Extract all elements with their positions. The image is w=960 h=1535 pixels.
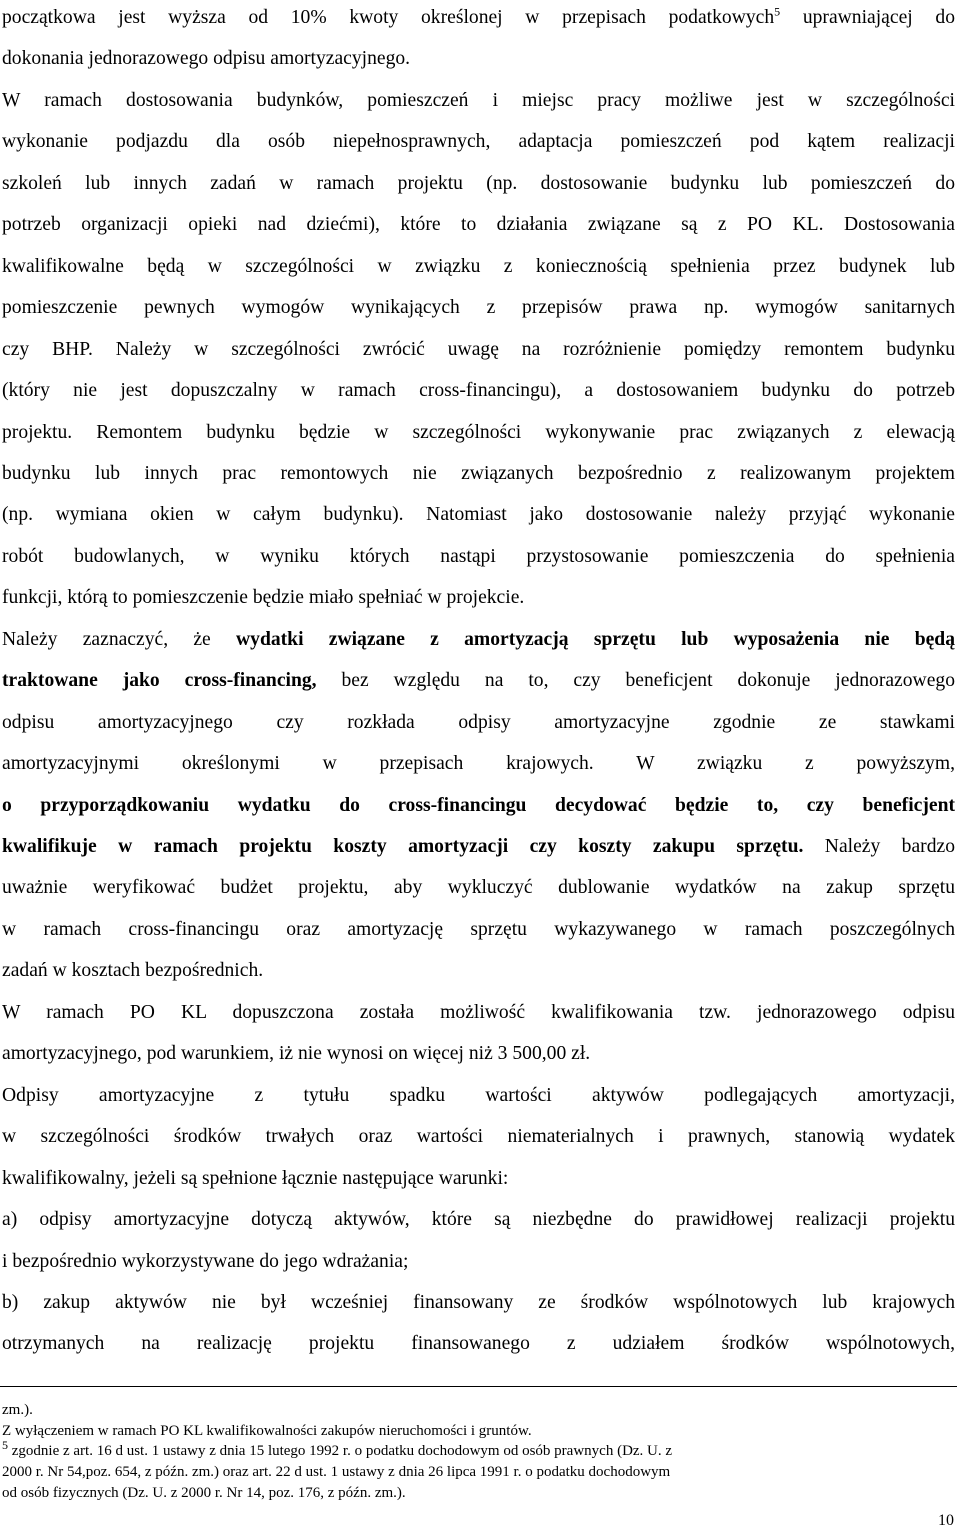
text-span: otrzymanych na realizację projektu finansowanego z udziałem środków wspólnotowych, <box>2 1333 955 1355</box>
text-line <box>2 213 955 237</box>
text-span: Odpisy amortyzacyjne z tytułu spadku wartości aktywów podlegających amortyzacji, <box>2 1084 955 1106</box>
text-span: a) odpisy amortyzacyjne dotyczą aktywów, które są niezbędne do prawidłowej realizacji projektu <box>2 1209 955 1231</box>
text-span: (np. wymiana okien w całym budynku). Natomiast jako dostosowanie należy przyjąć wykonanie <box>2 504 955 526</box>
text-span: i bezpośrednio wykorzystywane do jego wdrażania; <box>2 1250 409 1272</box>
text-line <box>2 794 955 818</box>
text-span: amortyzacyjnymi określonymi w przepisach krajowych. W związku z powyższym, <box>2 753 955 775</box>
text-span: uważnie weryfikować budżet projektu, aby wykluczyć dublowanie wydatków na zakup sprzętu <box>2 877 955 899</box>
text-span: dokonania jednorazowego odpisu amortyzacyjnego. <box>2 48 411 70</box>
footnote-line: Z wyłączeniem w ramach PO KL kwalifikowalności zakupów nieruchomości i gruntów. <box>2 1423 532 1439</box>
text-span: pomieszczenie pewnych wymogów wynikających z przepisów prawa np. wymogów sanitarnych <box>2 297 955 319</box>
text-line <box>2 918 955 942</box>
text-line <box>2 503 955 527</box>
text-span: początkowa jest wyższa od 10% kwoty określonej w przepisach podatkowych <box>2 7 775 28</box>
text-line <box>2 1291 955 1315</box>
text-line <box>2 130 955 154</box>
text-line <box>2 1001 955 1025</box>
text-line <box>2 296 955 320</box>
text-span: projektu. Remontem budynku będzie w szczególności wykonywanie prac związanych z elewacją <box>2 421 955 443</box>
page-number: 10 <box>938 1512 954 1529</box>
text-span: szkoleń lub innych zadań w ramach projektu (np. dostosowanie budynku lub pomieszczeń do <box>2 172 955 194</box>
bold-text: wydatki związane z amortyzacją sprzętu lub wyposażenia nie będą <box>236 628 955 650</box>
text-span: funkcji, którą to pomieszczenie będzie miało spełniać w projekcie. <box>2 587 525 609</box>
text-line <box>2 1250 955 1274</box>
text-line <box>2 752 955 776</box>
text-span: odpisu amortyzacyjnego czy rozkłada odpisy amortyzacyjne zgodnie ze stawkami <box>2 711 955 733</box>
text-line <box>2 959 955 983</box>
text-line <box>2 172 955 196</box>
text-span: bez względu na to, czy beneficjent dokonuje jednorazowego <box>316 670 955 692</box>
text-line <box>2 1167 955 1191</box>
footnote-line: zm.). <box>2 1402 33 1418</box>
footnote-line: 2000 r. Nr 54,poz. 654, z późn. zm.) oraz art. 22 d ust. 1 ustawy z dnia 26 lipca 1991 r. o podatku dochodowym <box>2 1464 671 1480</box>
footnote-marker: 5 <box>2 1438 8 1452</box>
text-span: wykonanie podjazdu dla osób niepełnosprawnych, adaptacja pomieszczeń pod kątem realizacji <box>2 131 955 153</box>
text-line <box>2 1042 955 1066</box>
text-line <box>2 1332 955 1356</box>
text-line <box>2 545 955 569</box>
bold-text: o przyporządkowaniu wydatku do cross-financingu decydować będzie to, czy beneficjent <box>2 794 955 816</box>
footnote-text: zgodnie z art. 16 d ust. 1 ustawy z dnia 15 lutego 1992 r. o podatku dochodowym od osób prawnych (Dz. U. z <box>11 1443 673 1459</box>
text-line <box>2 586 955 610</box>
text-span: kwalifikowalny, jeżeli są spełnione łącznie następujące warunki: <box>2 1167 509 1189</box>
text-line <box>2 876 955 900</box>
text-span: b) zakup aktywów nie był wcześniej finansowany ze środków wspólnotowych lub krajowych <box>2 1291 955 1313</box>
footnote-separator <box>0 1386 957 1387</box>
text-span: W ramach dostosowania budynków, pomieszczeń i miejsc pracy możliwe jest w szczególności <box>2 89 955 111</box>
footnote-ref: 5 <box>774 4 781 19</box>
text-span: Należy zaznaczyć, że <box>2 628 236 650</box>
text-line <box>2 47 955 71</box>
text-line <box>2 835 955 859</box>
text-line <box>2 1208 955 1232</box>
text-span: w ramach cross-financingu oraz amortyzację sprzętu wykazywanego w ramach poszczególnych <box>2 918 955 940</box>
text-line <box>2 669 955 693</box>
text-line <box>2 462 955 486</box>
text-span: amortyzacyjnego, pod warunkiem, iż nie wynosi on więcej niż 3 500,00 zł. <box>2 1043 591 1065</box>
text-line <box>2 1125 955 1149</box>
text-span: W ramach PO KL dopuszczona została możliwość kwalifikowania tzw. jednorazowego odpisu <box>2 1001 955 1023</box>
bold-text: kwalifikuje w ramach projektu koszty amortyzacji czy koszty zakupu sprzętu. <box>2 836 804 857</box>
text-span: budynku lub innych prac remontowych nie związanych bezpośrednio z realizowanym projektem <box>2 462 955 484</box>
text-span: potrzeb organizacji opieki nad dziećmi), które to działania związane są z PO KL. Dostosowania <box>2 214 955 236</box>
footnote-5 <box>2 1438 955 1460</box>
text-line <box>2 628 955 652</box>
text-span: robót budowlanych, w wyniku których nastąpi przystosowanie pomieszczenia do spełnienia <box>2 545 955 567</box>
text-line <box>2 338 955 362</box>
text-span: zadań w kosztach bezpośrednich. <box>2 960 264 982</box>
text-line <box>2 379 955 403</box>
text-line <box>2 89 955 113</box>
text-line <box>2 255 955 279</box>
text-line <box>2 421 955 445</box>
footnote-line: od osób fizycznych (Dz. U. z 2000 r. Nr 14, poz. 176, z późn. zm.). <box>2 1485 406 1501</box>
text-span: kwalifikowalne będą w szczególności w związku z koniecznością spełnienia przez budynek lub <box>2 255 955 277</box>
text-span: uprawniającej do <box>780 7 955 28</box>
text-line <box>2 6 955 30</box>
bold-text: traktowane jako cross-financing, <box>2 670 317 692</box>
text-span: Należy bardzo <box>803 836 955 857</box>
text-span: w szczególności środków trwałych oraz wartości niematerialnych i prawnych, stanowią wydatek <box>2 1126 955 1148</box>
text-span: (który nie jest dopuszczalny w ramach cross-financingu), a dostosowaniem budynku do potrzeb <box>2 380 955 402</box>
text-span: czy BHP. Należy w szczególności zwrócić uwagę na rozróżnienie pomiędzy remontem budynku <box>2 338 955 360</box>
text-line <box>2 711 955 735</box>
text-line <box>2 1084 955 1108</box>
